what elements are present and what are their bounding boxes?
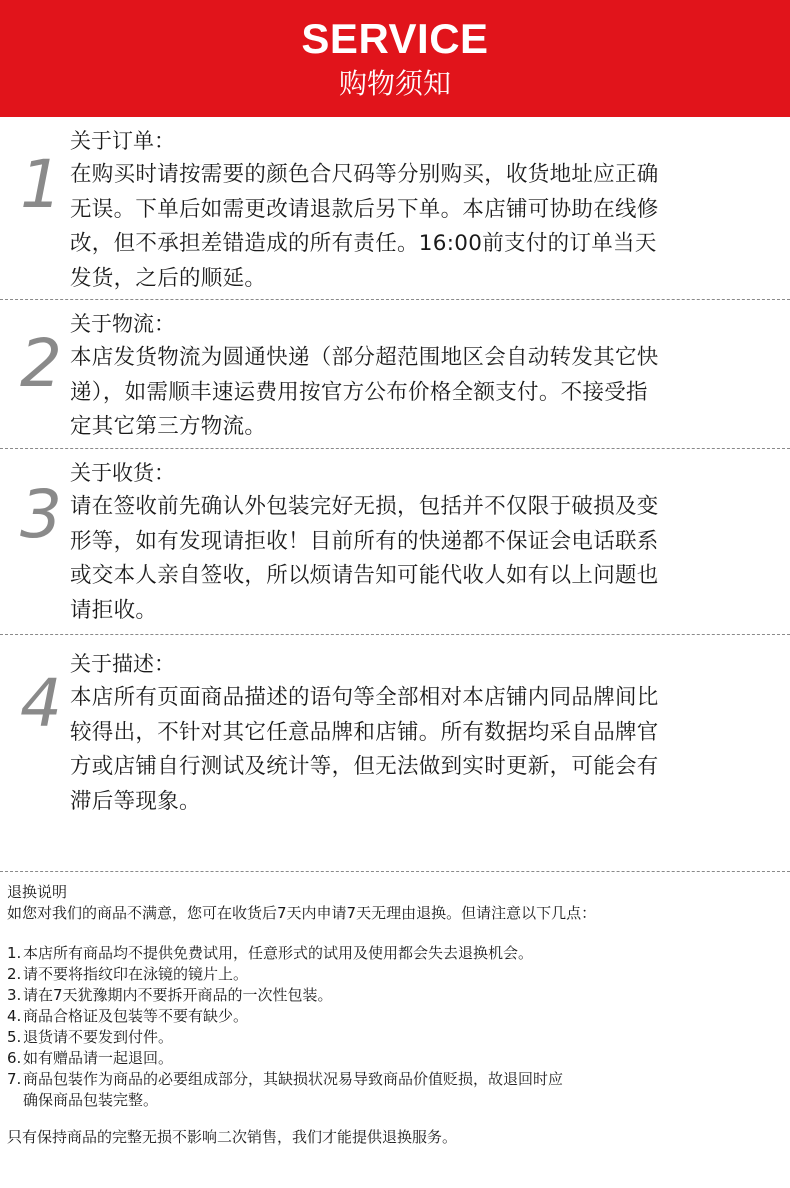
body-line: 请拒收。 — [70, 597, 158, 623]
body-line: 请在签收前先确认外包装完好无损，包括并不仅限于破损及变 — [70, 494, 659, 519]
returns-intro: 如您对我们的商品不满意，您可在收货后7天内申请7天无理由退换。但请注意以下几点： — [7, 904, 597, 922]
banner-title-cn: 购物须知 — [338, 67, 451, 100]
list-item: 6. 如有赠品请一起退回。 — [7, 1049, 174, 1067]
body-line: 本店所有页面商品描述的语句等全部相对本店铺内同品牌间比 — [70, 685, 659, 710]
section-number: 3 — [20, 476, 62, 553]
returns-footer: 只有保持商品的完整无损不影响二次销售，我们才能提供退换服务。 — [7, 1128, 458, 1146]
body-line: 递），如需顺丰速运费用按官方公布价格全额支付。不接受指 — [70, 379, 648, 405]
returns-policy — [7, 882, 787, 1148]
body-line: 无误。下单后如需更改请退款后另下单。本店铺可协助在线修 — [70, 196, 659, 222]
divider — [0, 871, 790, 872]
banner-title-en: SERVICE — [301, 15, 489, 62]
body-line: 定其它第三方物流。 — [70, 414, 267, 439]
body-line: 在购买时请按需要的颜色合尺码等分别购买，收货地址应正确 — [70, 162, 659, 187]
list-item: 2. 请不要将指纹印在泳镜的镜片上。 — [7, 965, 249, 983]
list-item: 4. 商品合格证及包装等不要有缺少。 — [7, 1007, 249, 1025]
returns-list — [7, 943, 787, 1111]
list-item: 5. 退货请不要发到付件。 — [7, 1028, 174, 1046]
section-number: 4 — [20, 665, 62, 742]
section-number: 1 — [20, 146, 62, 223]
section-title: 关于物流： — [70, 312, 175, 336]
body-line: 方或店铺自行测试及统计等，但无法做到实时更新，可能会有 — [70, 754, 659, 779]
section-body — [70, 158, 760, 296]
body-line: 或交本人亲自签收，所以烦请告知可能代收人如有以上问题也 — [70, 563, 659, 588]
body-line: 形等，如有发现请拒收！目前所有的快递都不保证会电话联系 — [70, 528, 659, 554]
divider — [0, 299, 790, 300]
service-banner — [0, 0, 790, 117]
body-line: 改，但不承担差错造成的所有责任。16:00前支付的订单当天 — [70, 231, 657, 256]
section-title: 关于描述： — [70, 652, 175, 676]
list-item: 1. 本店所有商品均不提供免费试用，任意形式的试用及使用都会失去退换机会。 — [7, 944, 534, 962]
section-title: 关于订单： — [70, 129, 175, 153]
returns-title: 退换说明 — [7, 883, 68, 901]
section-title: 关于收货： — [70, 461, 175, 485]
divider — [0, 634, 790, 635]
section-body — [70, 341, 760, 445]
section-body — [70, 681, 760, 819]
divider — [0, 448, 790, 449]
section-body — [70, 490, 760, 628]
list-item: 7. 商品包装作为商品的必要组成部分，其缺损状况易导致商品价值贬损，故退回时应 — [7, 1070, 564, 1088]
section-number: 2 — [20, 325, 62, 402]
list-item-continuation: 确保商品包装完整。 — [23, 1091, 159, 1109]
list-item: 3. 请在7天犹豫期内不要拆开商品的一次性包装。 — [7, 986, 333, 1004]
body-line: 发货，之后的顺延。 — [70, 265, 267, 291]
body-line: 较得出，不针对其它任意品牌和店铺。所有数据均采自品牌官 — [70, 719, 659, 745]
body-line: 本店发货物流为圆通快递（部分超范围地区会自动转发其它快 — [70, 345, 659, 370]
body-line: 滞后等现象。 — [70, 788, 201, 814]
